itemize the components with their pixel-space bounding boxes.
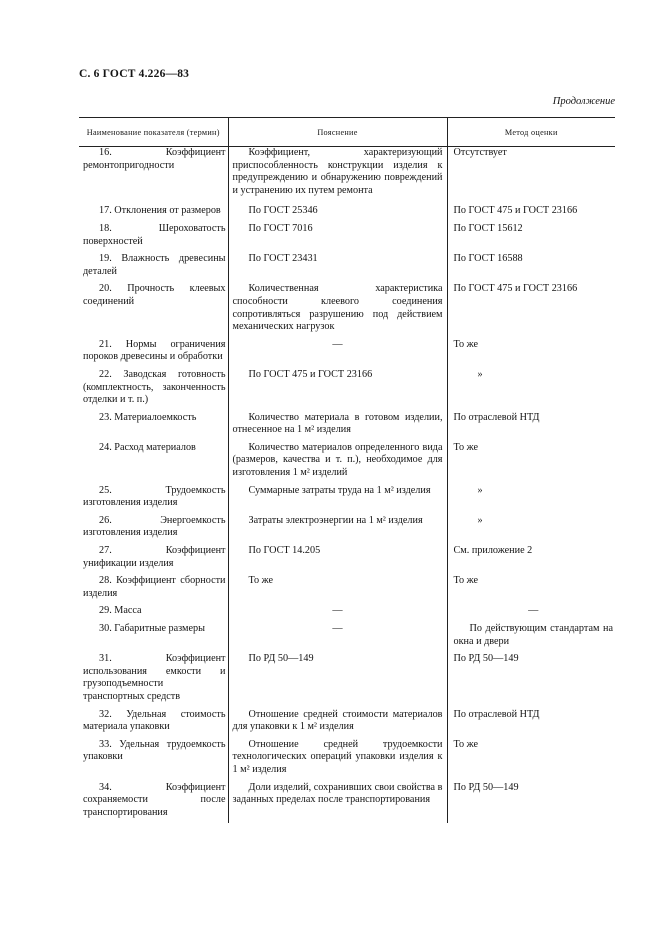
indicator-method: По ГОСТ 475 и ГОСТ 23166 <box>447 202 615 223</box>
indicator-method: » <box>447 515 615 545</box>
indicator-method: То же <box>447 575 615 605</box>
indicator-name: 18. Шероховатость поверхностей <box>83 222 226 247</box>
table-row <box>79 339 615 369</box>
indicator-name: 16. Коэффициент ремонтопригодности <box>83 147 226 171</box>
indicator-method: По РД 50—149 <box>447 782 615 824</box>
table-row <box>79 202 615 223</box>
indicator-method: По ГОСТ 475 и ГОСТ 23166 <box>447 283 615 338</box>
indicator-explanation: — <box>228 605 447 623</box>
indicator-method: По ГОСТ 16588 <box>447 253 615 283</box>
indicators-table <box>79 117 615 823</box>
indicator-method: То же <box>447 339 615 369</box>
table-row <box>79 485 615 515</box>
table-row <box>79 442 615 485</box>
indicator-explanation: Количественная характеристика способности клеевого соединения сопротивляться разрушению под действием механических нагрузок <box>228 283 447 338</box>
indicator-explanation: — <box>228 623 447 653</box>
indicator-name: 19. Влажность древесины деталей <box>83 253 226 277</box>
indicator-name: 17. Отклонения от размеров <box>99 205 221 217</box>
indicator-explanation: Количество материала в готовом изделии, отнесенное на 1 м² изделия <box>228 412 447 442</box>
indicator-method: По действующим стандартам на окна и двери <box>447 623 615 653</box>
indicator-method: См. приложение 2 <box>447 545 615 575</box>
table-row <box>79 782 615 824</box>
indicator-explanation: То же <box>228 575 447 605</box>
indicator-name: 25. Трудоемкость изготовления изделия <box>83 484 226 509</box>
indicator-name: 22. Заводская готовность (комплектность, законченность отделки и т. п.) <box>83 368 226 406</box>
indicator-explanation: Коэффициент, характеризующий приспособленность конструкции изделия к предупреждению и обнаружению повреждений и устранению их путем ремонта <box>228 147 447 203</box>
table-row <box>79 515 615 545</box>
table-row <box>79 545 615 575</box>
indicator-name: 24. Расход материалов <box>99 441 196 453</box>
continuation-label: Продолжение <box>552 96 615 107</box>
indicator-explanation: По ГОСТ 14.205 <box>228 545 447 575</box>
table-row <box>79 253 615 283</box>
indicator-explanation: Доли изделий, сохранивших свои свойства в заданных пределах после транспортирования <box>228 782 447 824</box>
column-header-method: Метод оценки <box>447 118 615 147</box>
table-row <box>79 623 615 653</box>
column-header-name: Наименование показателя (термин) <box>79 118 228 147</box>
indicator-name: 30. Габаритные размеры <box>99 623 205 634</box>
table-row <box>79 412 615 442</box>
indicator-name: 20. Прочность клеевых соединений <box>83 283 226 307</box>
column-header-explanation: Пояснение <box>228 118 447 147</box>
indicator-name: 31. Коэффициент использования емкости и грузоподъемности транспортных средств <box>83 653 226 702</box>
indicator-explanation: Отношение средней трудоемкости технологических операций упаковки изделия к 1 м² изделия <box>228 739 447 782</box>
indicator-method: То же <box>447 442 615 485</box>
indicator-name: 29. Масса <box>99 605 142 617</box>
indicator-name: 34. Коэффициент сохраняемости после транспортирования <box>83 781 226 818</box>
indicator-name: 23. Материалоемкость <box>99 411 197 423</box>
indicator-explanation: По ГОСТ 23431 <box>228 253 447 283</box>
indicator-name: 32. Удельная стоимость материала упаковки <box>83 708 226 733</box>
table-row <box>79 709 615 739</box>
indicator-explanation: Суммарные затраты труда на 1 м² изделия <box>228 485 447 515</box>
indicator-explanation: Количество материалов определенного вида (размеров, качества и т. п.), необходимое для изготовления 1 м² изделий <box>228 442 447 485</box>
indicator-explanation: По ГОСТ 25346 <box>228 202 447 223</box>
indicator-method: По ГОСТ 15612 <box>447 223 615 253</box>
indicator-method: То же <box>447 739 615 782</box>
indicator-explanation: По РД 50—149 <box>228 653 447 708</box>
indicator-method: Отсутствует <box>447 147 615 203</box>
indicator-method: По РД 50—149 <box>447 653 615 708</box>
indicator-method: » <box>447 369 615 412</box>
table-row <box>79 223 615 253</box>
table-row <box>79 283 615 338</box>
indicator-name: 28. Коэффициент сборности изделия <box>83 575 226 599</box>
indicator-method: — <box>447 605 615 623</box>
table-row <box>79 147 615 203</box>
indicator-name: 27. Коэффициент унификации изделия <box>83 545 226 569</box>
table-row <box>79 739 615 782</box>
indicator-explanation: Затраты электроэнергии на 1 м² изделия <box>228 515 447 545</box>
table-row <box>79 575 615 605</box>
indicator-explanation: Отношение средней стоимости материалов для упаковки к 1 м² изделия <box>228 709 447 739</box>
page-header: С. 6 ГОСТ 4.226—83 <box>79 68 190 80</box>
indicator-explanation: По ГОСТ 475 и ГОСТ 23166 <box>228 369 447 412</box>
indicator-explanation: По ГОСТ 7016 <box>228 223 447 253</box>
indicator-method: » <box>447 485 615 515</box>
indicator-method: По отраслевой НТД <box>447 412 615 442</box>
indicator-name: 33. Удельная трудоемкость упаковки <box>83 738 226 763</box>
indicator-explanation: — <box>228 339 447 369</box>
indicator-method: По отраслевой НТД <box>447 709 615 739</box>
table-header-row <box>79 118 615 147</box>
table-row <box>79 605 615 623</box>
indicator-name: 21. Нормы ограничения пороков древесины и обработки <box>83 338 226 363</box>
table-row <box>79 369 615 412</box>
indicator-name: 26. Энергоемкость изготовления изделия <box>83 514 226 539</box>
table-row <box>79 653 615 708</box>
